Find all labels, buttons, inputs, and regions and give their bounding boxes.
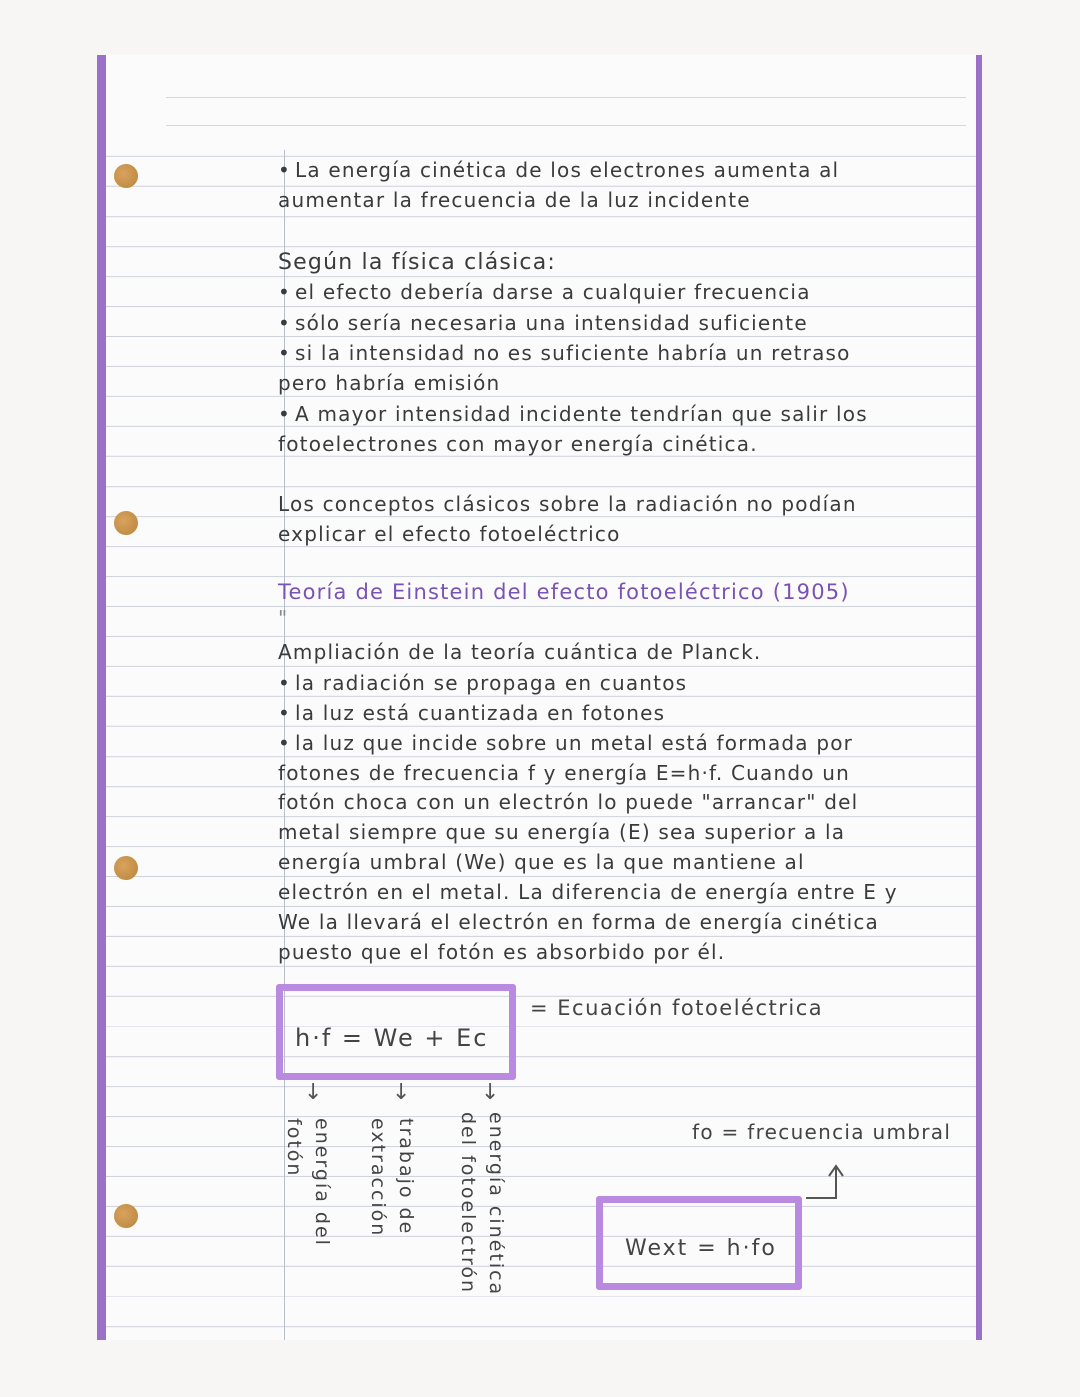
binder-hole: [114, 511, 138, 535]
note-line: fotoelectrones con mayor energía cinética.: [278, 432, 758, 456]
note-line: • el efecto debería darse a cualquier frecuencia: [278, 280, 811, 304]
header-rule: [166, 97, 966, 98]
equation-label: = Ecuación fotoeléctrica: [530, 996, 824, 1020]
bullet-icon: •: [278, 158, 291, 182]
term-work-function: trabajo de extracción: [367, 1118, 417, 1238]
note-line: • La energía cinética de los electrones aumenta al: [278, 158, 840, 182]
note-line: Ampliación de la teoría cuántica de Planck.: [278, 640, 762, 664]
bullet-icon: •: [278, 280, 291, 304]
header-rule: [166, 125, 966, 126]
note-line: energía umbral (We) que es la que mantiene al: [278, 850, 805, 874]
bullet-icon: •: [278, 731, 291, 755]
threshold-frequency-note: fo = frecuencia umbral: [692, 1120, 952, 1144]
note-line: electrón en el metal. La diferencia de energía entre E y: [278, 880, 898, 904]
note-line: • si la intensidad no es suficiente habría un retraso: [278, 341, 851, 365]
note-line: • la radiación se propaga en cuantos: [278, 671, 688, 695]
binder-hole: [114, 1204, 138, 1228]
bullet-icon: •: [278, 671, 291, 695]
note-line: • la luz está cuantizada en fotones: [278, 701, 666, 725]
note-line: pero habría emisión: [278, 371, 501, 395]
ditto-mark: ": [278, 606, 289, 630]
term-kinetic-energy: energía cinética del fotoelectrón: [457, 1112, 507, 1297]
bullet-icon: •: [278, 402, 291, 426]
bullet-icon: •: [278, 701, 291, 725]
note-line: aumentar la frecuencia de la luz incidente: [278, 188, 751, 212]
arrow-up-right-icon: [800, 1160, 850, 1205]
note-line: explicar el efecto fotoeléctrico: [278, 522, 621, 546]
note-line: • la luz que incide sobre un metal está formada por: [278, 731, 854, 755]
note-line: fotón choca con un electrón lo puede "arrancar" del: [278, 790, 859, 814]
binder-hole: [114, 164, 138, 188]
note-line: fotones de frecuencia f y energía E=h·f. Cuando un: [278, 761, 850, 785]
arrow-down-icon: ↓: [481, 1080, 500, 1105]
note-line: metal siempre que su energía (E) sea superior a la: [278, 820, 846, 844]
note-line: We la llevará el electrón en forma de energía cinética: [278, 910, 880, 934]
bullet-icon: •: [278, 311, 291, 335]
threshold-equation: Wext = h·fo: [625, 1236, 777, 1261]
arrow-down-icon: ↓: [392, 1080, 411, 1105]
note-line: puesto que el fotón es absorbido por él.: [278, 940, 726, 964]
photoelectric-equation: h·f = We + Ec: [295, 1024, 489, 1052]
section-title: Según la física clásica:: [278, 250, 556, 275]
note-line: • A mayor intensidad incidente tendrían que salir los: [278, 402, 868, 426]
notebook-page: [97, 55, 982, 1340]
page-header-area: [106, 55, 976, 150]
binder-hole: [114, 856, 138, 880]
arrow-down-icon: ↓: [304, 1080, 323, 1105]
section-heading: Teoría de Einstein del efecto fotoeléctrico (1905): [278, 580, 850, 604]
note-line: • sólo sería necesaria una intensidad suficiente: [278, 311, 808, 335]
term-photon-energy: energía del fotón: [283, 1118, 333, 1247]
note-line: Los conceptos clásicos sobre la radiación no podían: [278, 492, 857, 516]
bullet-icon: •: [278, 341, 291, 365]
